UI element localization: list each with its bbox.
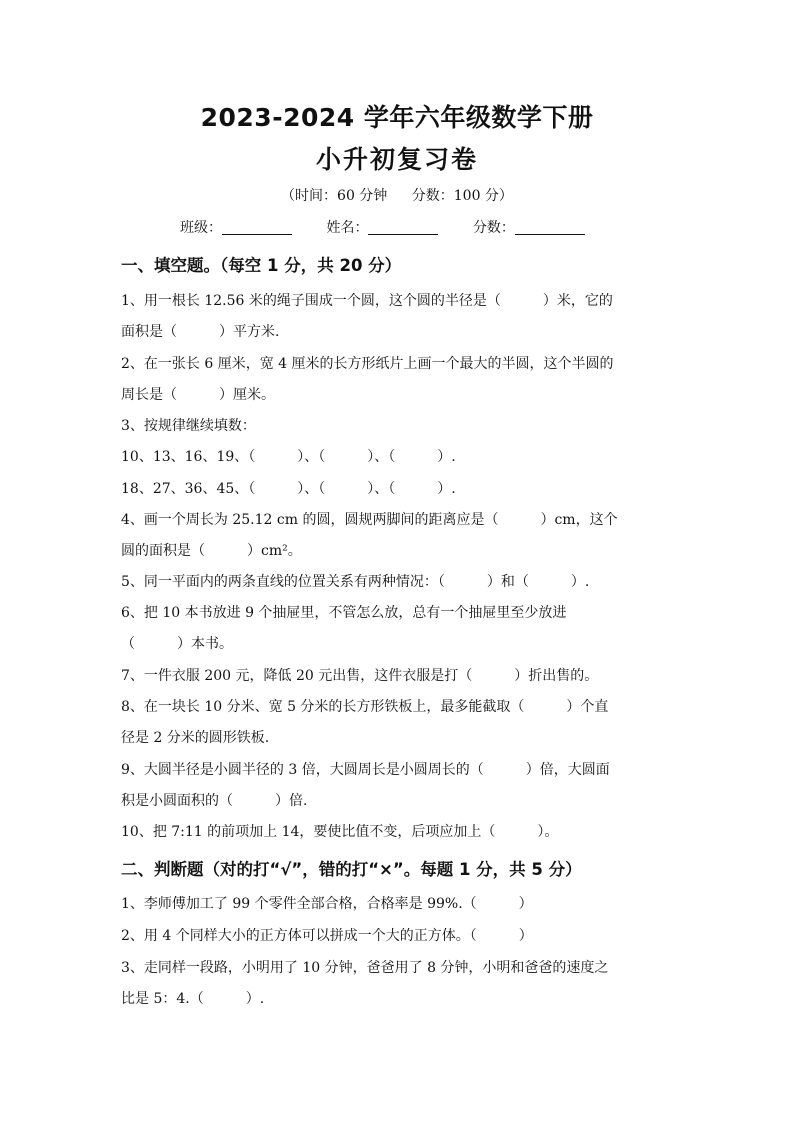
- name-field: [326, 217, 438, 237]
- score-info: 分数：100 分）: [411, 188, 513, 204]
- question-line: 2、用 4 个同样大小的正方体可以拼成一个大的正方体。（ ）: [121, 928, 533, 944]
- question-line: 比是 5：4.（ ）.: [121, 991, 265, 1007]
- question-line: 3、按规律继续填数：: [121, 418, 256, 434]
- question-line: 积是小圆面积的（ ）倍.: [121, 793, 308, 809]
- question-line: 3、走同样一段路，小明用了 10 分钟，爸爸用了 8 分钟，小明和爸爸的速度之: [121, 960, 609, 976]
- question-line: 2、在一张长 6 厘米，宽 4 厘米的长方形纸片上画一个最大的半圆，这个半圆的: [121, 356, 614, 372]
- question-line: 周长是（ ）厘米。: [121, 387, 275, 403]
- score-blank[interactable]: [515, 218, 585, 235]
- question-line: 10、把 7:11 的前项加上 14，要使比值不变，后项应加上（ ）。: [121, 824, 559, 840]
- time-info: （时间：60 分钟: [281, 188, 388, 204]
- class-blank[interactable]: [222, 218, 292, 235]
- score-label: 分数：: [472, 220, 515, 236]
- question-line: 圆的面积是（ ）cm²。: [121, 543, 302, 559]
- class-field: [180, 217, 292, 237]
- question-line: 18、27、36、45、（ ）、（ ）、（ ）.: [121, 481, 456, 497]
- question-line: 1、李师傅加工了 99 个零件全部合格，合格率是 99%.（ ）: [121, 896, 533, 912]
- question-line: 1、用一根长 12.56 米的绳子围成一个圆，这个圆的半径是（ ）米，它的: [121, 293, 613, 309]
- question-line: 4、画一个周长为 25.12 cm 的圆，圆规两脚间的距离应是（ ）cm，这个: [121, 512, 618, 528]
- question-line: 7、一件衣服 200 元，降低 20 元出售，这件衣服是打（ ）折出售的。: [121, 668, 599, 684]
- question-line: 径是 2 分米的圆形铁板.: [121, 730, 270, 746]
- question-line: 5、同一平面内的两条直线的位置关系有两种情况：（ ）和（ ）.: [121, 574, 590, 590]
- name-blank[interactable]: [368, 218, 438, 235]
- section2-heading: 二、判断题（对的打“√”，错的打“×”。每题 1 分，共 5 分）: [121, 860, 582, 879]
- page-title: 2023-2024 学年六年级数学下册: [200, 103, 594, 132]
- question-line: 8、在一块长 10 分米、宽 5 分米的长方形铁板上，最多能截取（ ）个直: [121, 699, 609, 715]
- page-subtitle: 小升初复习卷: [315, 145, 478, 174]
- question-line: 10、13、16、19、（ ）、（ ）、（ ）.: [121, 449, 456, 465]
- exam-meta: [0, 185, 794, 205]
- question-line: （ ）本书。: [121, 636, 233, 652]
- name-label: 姓名：: [326, 220, 369, 236]
- question-line: 面积是（ ）平方米.: [121, 324, 280, 340]
- score-field: [473, 217, 585, 237]
- class-label: 班级：: [180, 220, 222, 236]
- question-line: 6、把 10 本书放进 9 个抽屉里，不管怎么放，总有一个抽屉里至少放进: [121, 605, 567, 621]
- section1-heading: 一、填空题。（每空 1 分，共 20 分）: [121, 256, 402, 275]
- student-info: [180, 217, 615, 237]
- question-line: 9、大圆半径是小圆半径的 3 倍，大圆周长是小圆周长的（ ）倍，大圆面: [121, 762, 610, 778]
